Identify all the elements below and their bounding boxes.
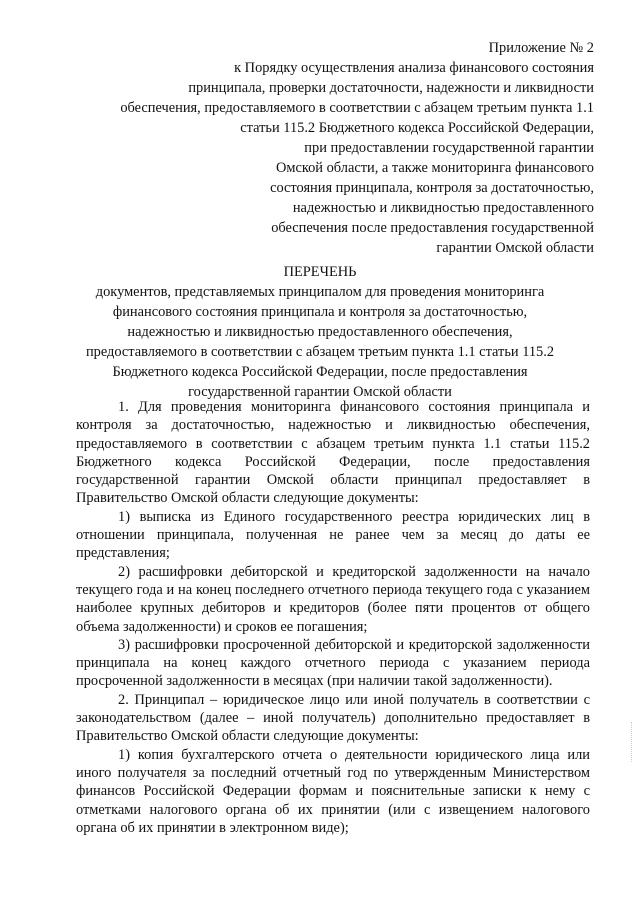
paragraph-1-item-1: 1) выписка из Единого государственного реестра юридических лиц в отношении принципала, полученная не ранее чем за месяц до даты ее представления; [76,508,590,562]
appendix-line: обеспечения после предоставления государственной [271,220,594,236]
appendix-line: состояния принципала, контроля за достаточностью, [270,180,594,196]
document-body [76,398,590,837]
appendix-line: обеспечения, предоставляемого в соответствии с абзацем третьим пункта 1.1 [120,100,594,116]
appendix-header [34,38,594,258]
paragraph-1-item-3: 3) расшифровки просроченной дебиторской и кредиторской задолженности принципала на конец каждого отчетного периода с указанием периода просроченной задолженности в месяцах (при наличии такой задолженности). [76,636,590,690]
document-subtitle-line: финансового состояния принципала и контроля за достаточностью, [112,304,528,320]
appendix-line: к Порядку осуществления анализа финансового состояния [234,60,594,76]
paragraph-2: 2. Принципал – юридическое лицо или иной получатель в соответствии с законодательством (далее – иной получатель) дополнительно предоставляет в Правительство Омской области следующие документы: [76,691,590,745]
document-subtitle-line: предоставляемого в соответствии с абзацем третьим пункта 1.1 статьи 115.2 [85,344,555,360]
appendix-line: статьи 115.2 Бюджетного кодекса Российской Федерации, [240,120,594,136]
appendix-line: при предоставлении государственной гарантии [304,140,594,156]
appendix-line: надежностью и ликвидностью предоставленного [292,200,594,216]
document-title: ПЕРЕЧЕНЬ [283,264,357,280]
document-subtitle-line: документов, представляемых принципалом для проведения мониторинга [95,284,545,300]
appendix-line: гарантии Омской области [436,240,594,256]
document-subtitle-line: Бюджетного кодекса Российской Федерации, после предоставления [112,364,528,380]
scan-margin-mark [631,722,636,762]
paragraph-1-item-2: 2) расшифровки дебиторской и кредиторской задолженности на начало текущего года и на конец последнего отчетного периода текущего года с указанием наиболее крупных дебиторов и кредиторов (более пяти процентов от общего объема задолженности) и сроков ее погашения; [76,563,590,635]
appendix-line: Омской области, а также мониторинга финансового [275,160,594,176]
paragraph-1: 1. Для проведения мониторинга финансового состояния принципала и контроля за достаточностью, надежностью и ликвидностью обеспечения, предоставляемого в соответствии с абзацем третьим пункта 1.1 статьи 115.2 Бюджетного кодекса Российской Федерации, после предоставления государственной гарантии Омской области принципал предоставляет в Правительство Омской области следующие документы: [76,399,590,507]
paragraph-2-item-1: 1) копия бухгалтерского отчета о деятельности юридического лица или иного получателя за последний отчетный год по утвержденным Министерством финансов Российской Федерации формам и пояснительные записки к нему с отметками налогового органа об их принятии (или с извещением налогового органа об их принятии в электронном виде); [76,746,590,836]
appendix-line: принципала, проверки достаточности, надежности и ликвидности [188,80,594,96]
document-subtitle-line: государственной гарантии Омской области [188,384,452,400]
document-heading [60,262,580,402]
document-subtitle-line: надежностью и ликвидностью предоставленного обеспечения, [127,324,513,340]
appendix-number: Приложение № 2 [488,40,594,56]
